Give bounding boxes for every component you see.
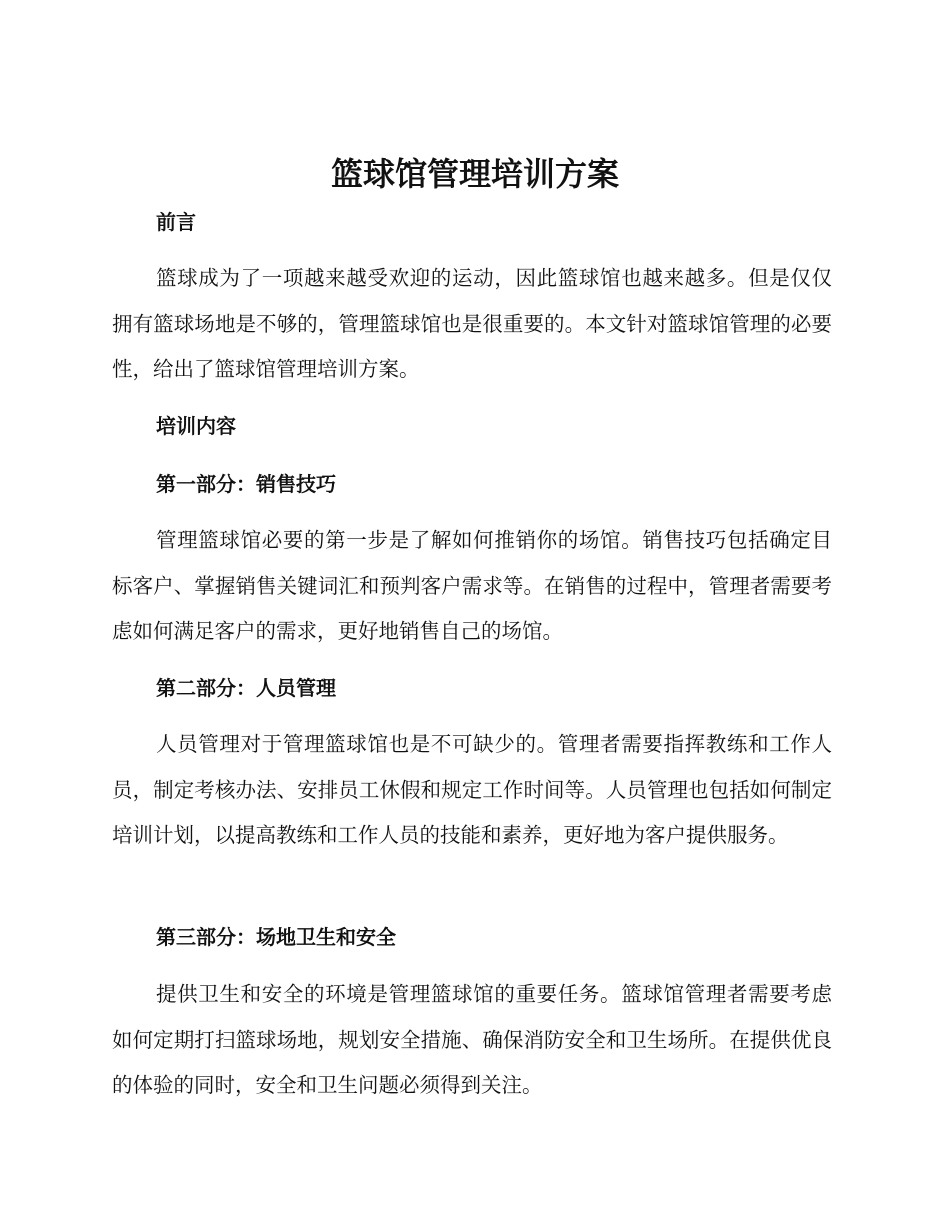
section-heading-part1: 第一部分：销售技巧	[156, 472, 336, 496]
section-heading-training-content: 培训内容	[156, 414, 236, 438]
document-title: 篮球馆管理培训方案	[330, 155, 619, 193]
section-heading-foreword: 前言	[156, 210, 196, 234]
section-heading-part3: 第三部分：场地卫生和安全	[156, 925, 396, 949]
paragraph-part3: 提供卫生和安全的环境是管理篮球馆的重要任务。篮球馆管理者需要考虑如何定期打扫篮球场地，规划安全措施、确保消防安全和卫生场所。在提供优良的体验的同时，安全和卫生问题必须得到关注。	[112, 982, 832, 1097]
paragraph-foreword: 篮球成为了一项越来越受欢迎的运动，因此篮球馆也越来越多。但是仅仅拥有篮球场地是不够的，管理篮球馆也是很重要的。本文针对篮球馆管理的必要性，给出了篮球馆管理培训方案。	[112, 266, 832, 381]
paragraph-part1: 管理篮球馆必要的第一步是了解如何推销你的场馆。销售技巧包括确定目标客户、掌握销售关键词汇和预判客户需求等。在销售的过程中，管理者需要考虑如何满足客户的需求，更好地销售自己的场馆。	[112, 528, 832, 643]
paragraph-part2: 人员管理对于管理篮球馆也是不可缺少的。管理者需要指挥教练和工作人员，制定考核办法、安排员工休假和规定工作时间等。人员管理也包括如何制定培训计划，以提高教练和工作人员的技能和素养，更好地为客户提供服务。	[112, 732, 832, 847]
section-heading-part2: 第二部分：人员管理	[156, 676, 336, 700]
